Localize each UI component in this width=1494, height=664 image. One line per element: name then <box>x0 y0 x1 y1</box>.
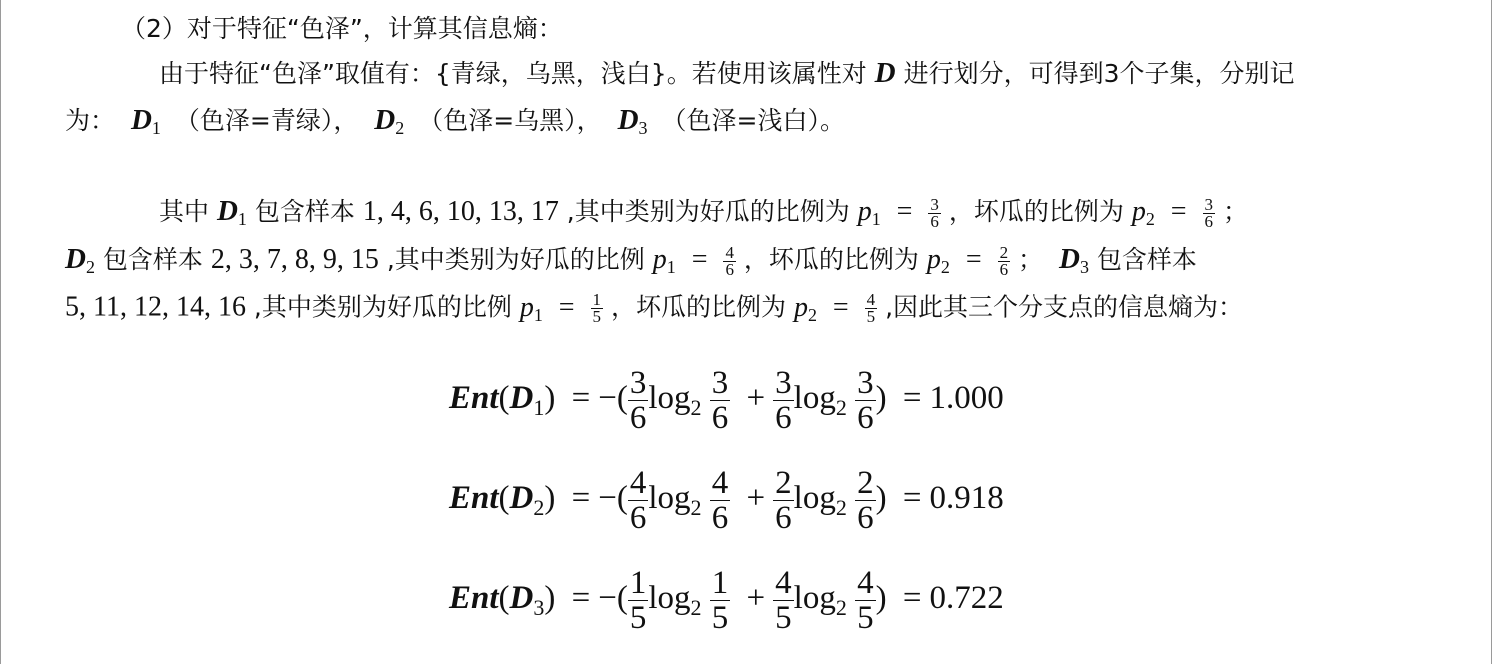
d1-p2-symbol: $p_2$ <box>1131 196 1155 229</box>
eq1-frac-3: $\frac{3}{6}$ <box>775 364 792 436</box>
para2-lead: 其中 <box>159 197 210 226</box>
d1-samples: 1, 4, 6, 10, 13, 17 <box>362 196 559 227</box>
para2-bad-ratio-1: ，坏瓜的比例为 <box>948 197 1124 226</box>
equals-sign: = <box>558 291 575 323</box>
d2-samples: 2, 3, 7, 8, 9, 15 <box>210 244 379 275</box>
eq3-frac-2: $\frac{1}{5}$ <box>711 564 729 636</box>
para2-semicolon-1: ； <box>1222 197 1248 226</box>
ent-function-label: Ent <box>449 580 499 616</box>
d1-p2-fraction: $\frac{3}{6}$ <box>1204 194 1214 231</box>
equals-sign: = <box>896 196 913 227</box>
para1-text-b: 进行划分，可得到3个子集，分别记 <box>903 59 1295 88</box>
para2-bad-ratio-2: ，坏瓜的比例为 <box>743 245 919 274</box>
eq3-result: 0.722 <box>929 580 1004 616</box>
eq1-frac-4: $\frac{3}{6}$ <box>857 364 874 436</box>
d2-symbol: $D_2$ <box>65 243 95 277</box>
d3-symbol: $D_3$ <box>1058 243 1089 277</box>
d1-p1-fraction: $\frac{3}{6}$ <box>930 194 939 231</box>
subset-d1-symbol: $D_1$ <box>130 104 161 138</box>
d1-p1-symbol: $p_1$ <box>857 196 881 229</box>
subset-d3-desc: （色泽=浅白）。 <box>661 106 845 135</box>
subset-d1-desc: （色泽=青绿）， <box>174 106 359 135</box>
para2-good-ratio-3: ,其中类别为好瓜的比例 <box>253 292 512 322</box>
d1-symbol: $D_1$ <box>216 195 247 229</box>
subset-d2-desc: （色泽=乌黑）， <box>418 106 602 135</box>
eq2-frac-2: $\frac{4}{6}$ <box>711 464 729 536</box>
eq1-frac-1: $\frac{3}{6}$ <box>629 364 647 436</box>
para2-semicolon-2: ； <box>1018 245 1044 274</box>
d2-p2-symbol: $p_2$ <box>926 244 950 277</box>
d2-p1-fraction: $\frac{4}{6}$ <box>725 242 734 279</box>
d3-p1-symbol: $p_1$ <box>519 291 543 325</box>
ent-function-label: Ent <box>449 480 499 516</box>
d3-p1-fraction: $\frac{1}{5}$ <box>592 290 602 326</box>
paragraph-2-line-3 <box>65 292 1243 325</box>
para2-good-ratio-1: ,其中类别为好瓜的比例为 <box>566 197 850 226</box>
entropy-equation-2: $Ent(D_2)$ = −( $\frac{4}{6}$ $\log_2$ $\frac{4}{6}$ + $\frac{2}{6}$ $\log_2$ $\frac{2}{6}$ ) = 0.918 <box>449 464 1004 536</box>
eq2-frac-3: $\frac{2}{6}$ <box>775 464 792 536</box>
d2-p2-fraction: $\frac{2}{6}$ <box>999 242 1009 279</box>
eq3-frac-3: $\frac{4}{5}$ <box>775 564 792 636</box>
entropy-equation-1: $Ent(D_1)$ = −( $\frac{3}{6}$ $\log_2$ $\frac{3}{6}$ + $\frac{3}{6}$ $\log_2$ $\frac{3}{6}$ ) = 1.000 <box>449 364 1004 436</box>
paragraph-1-line-1 <box>159 58 1295 89</box>
paragraph-1-line-2 <box>65 105 845 136</box>
eq1-result: 1.000 <box>929 380 1004 416</box>
para2-bad-ratio-3: ，坏瓜的比例为 <box>610 292 786 322</box>
paragraph-2-line-1 <box>159 196 1248 230</box>
section-heading: （2）对于特征“色泽”，计算其信息熵： <box>121 14 563 43</box>
entropy-equation-3: $Ent(D_3)$ = −( $\frac{1}{5}$ $\log_2$ $\frac{1}{5}$ + $\frac{4}{5}$ $\log_2$ $\frac{4}{5}$ ) = 0.722 <box>449 564 1004 636</box>
eq2-result: 0.918 <box>929 480 1004 516</box>
equals-sign: = <box>1170 196 1187 227</box>
d3-p2-fraction: $\frac{4}{5}$ <box>866 290 876 326</box>
para2-contains-1: 包含样本 <box>254 197 355 226</box>
para2-conclusion: ,因此其三个分支点的信息熵为： <box>885 292 1244 322</box>
subset-d3-symbol: $D_3$ <box>617 104 648 138</box>
equals-sign: = <box>965 244 982 275</box>
equals-sign: = <box>832 291 849 323</box>
dataset-symbol: D <box>874 57 896 89</box>
eq1-frac-2: $\frac{3}{6}$ <box>711 364 729 436</box>
d2-p1-symbol: $p_1$ <box>652 244 676 277</box>
para2-contains-2: 包含样本 <box>102 245 203 274</box>
para2-contains-3: 包含样本 <box>1096 245 1197 274</box>
eq3-frac-1: $\frac{1}{5}$ <box>629 564 647 636</box>
para2-good-ratio-2: ,其中类别为好瓜的比例 <box>386 245 645 274</box>
para1-text-a: 由于特征“色泽”取值有：{青绿，乌黑，浅白}。若使用该属性对 <box>159 59 867 88</box>
paragraph-2-line-2 <box>65 244 1197 278</box>
d3-p2-symbol: $p_2$ <box>793 291 817 325</box>
subset-d2-symbol: $D_2$ <box>374 104 405 138</box>
ent-function-label: Ent <box>449 380 499 416</box>
eq2-frac-1: $\frac{4}{6}$ <box>629 464 647 536</box>
eq2-frac-4: $\frac{2}{6}$ <box>857 464 874 536</box>
eq3-frac-4: $\frac{4}{5}$ <box>857 564 874 636</box>
para1-text-c: 为： <box>65 106 116 135</box>
d3-samples: 5, 11, 12, 14, 16 <box>65 291 246 323</box>
equals-sign: = <box>691 244 708 275</box>
